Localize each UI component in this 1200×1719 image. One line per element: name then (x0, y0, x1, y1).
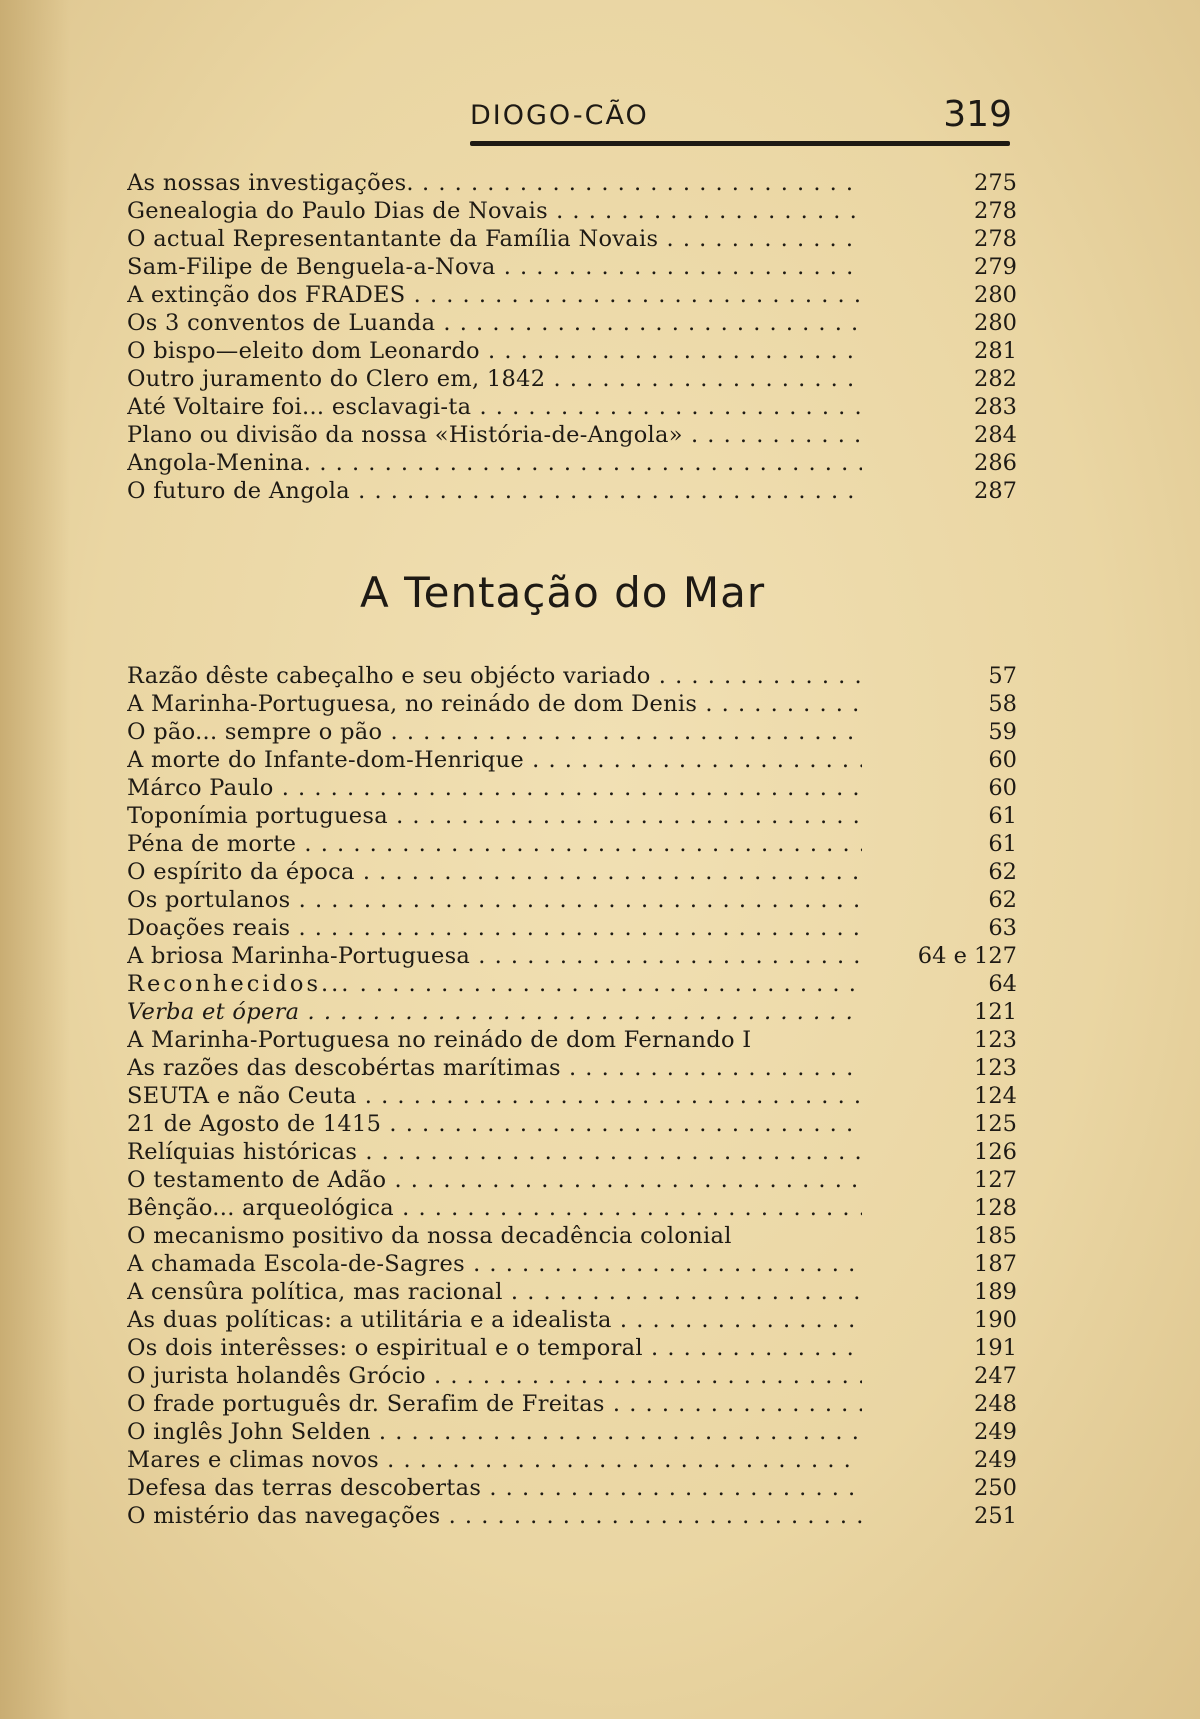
toc-entry-title: Genealogia do Paulo Dias de Novais . . (127, 197, 862, 225)
toc-entry-title: Os 3 conventos de Luanda . . (127, 309, 862, 337)
toc-entry (127, 1418, 1017, 1446)
toc-entry (127, 1222, 1017, 1250)
toc-entry (127, 1502, 1017, 1530)
toc-entry (127, 197, 1017, 225)
toc-entry-title: 21 de Agosto de 1415 . . (127, 1110, 862, 1138)
toc-entry-page: 185 (974, 1223, 1017, 1249)
toc-entry (127, 1362, 1017, 1390)
toc-entry (127, 421, 1017, 449)
toc-entry-title: Doações reais . . (127, 914, 862, 942)
toc-entry-page: 275 (974, 170, 1017, 196)
toc-entry-title: Outro juramento do Clero em, 1842 . . (127, 365, 862, 393)
toc-entry-title: O inglês John Selden . . (127, 1418, 862, 1446)
toc-entry-page: 280 (974, 310, 1017, 336)
toc-entry-page: 60 (988, 747, 1017, 773)
toc-entry-title: O mecanismo positivo da nossa decadência colonial (127, 1223, 732, 1249)
toc-entry-title: O testamento de Adão . . (127, 1166, 862, 1194)
toc-entry-title: O pão... sempre o pão . . (127, 718, 862, 746)
toc-entry (127, 1194, 1017, 1222)
toc-entry-page: 281 (974, 338, 1017, 364)
toc-entry-title: O frade português dr. Serafim de Freitas . . (127, 1390, 862, 1418)
toc-entry-title: Reconhecidos... . . (127, 970, 862, 998)
toc-entry-page: 60 (988, 775, 1017, 801)
toc-entry-page: 250 (974, 1475, 1017, 1501)
toc-entry-page: 123 (974, 1027, 1017, 1053)
toc-entry-page: 284 (974, 422, 1017, 448)
toc-entry-page: 59 (988, 719, 1017, 745)
toc-entry-title: SEUTA e não Ceuta . . (127, 1082, 862, 1110)
toc-entry-page: 64 e 127 (917, 943, 1017, 969)
toc-entry (127, 1054, 1017, 1082)
toc-entry (127, 830, 1017, 858)
toc-entry-title: Péna de morte . . (127, 830, 862, 858)
toc-entry-page: 249 (974, 1419, 1017, 1445)
toc-entry-title: O actual Representantante da Família Novais . . (127, 225, 862, 253)
toc-entry (127, 1026, 1017, 1054)
toc-section-1 (127, 169, 1017, 505)
toc-entry-title: O mistério das navegações . . (127, 1502, 862, 1530)
toc-entry-page: 189 (974, 1279, 1017, 1305)
toc-entry (127, 718, 1017, 746)
toc-entry-title: Verba et ópera . . (127, 998, 862, 1026)
toc-entry (127, 802, 1017, 830)
toc-entry-title: As razões das descobértas marítimas . . (127, 1054, 862, 1082)
toc-entry (127, 1138, 1017, 1166)
toc-entry-title: A Marinha-Portuguesa, no reinádo de dom Denis . . (127, 690, 862, 718)
toc-entry-page: 279 (974, 254, 1017, 280)
toc-section-2 (127, 662, 1017, 1530)
toc-entry-page: 62 (988, 859, 1017, 885)
toc-entry (127, 662, 1017, 690)
toc-entry-page: 248 (974, 1391, 1017, 1417)
toc-entry (127, 253, 1017, 281)
page-number: 319 (943, 94, 1012, 135)
toc-entry-page: 61 (988, 831, 1017, 857)
toc-entry (127, 393, 1017, 421)
toc-entry-page: 124 (974, 1083, 1017, 1109)
toc-entry-page: 57 (988, 663, 1017, 689)
toc-entry (127, 858, 1017, 886)
toc-entry-title: A extinção dos FRADES . . (127, 281, 862, 309)
toc-entry (127, 746, 1017, 774)
toc-entry-title: Márco Paulo . . (127, 774, 862, 802)
toc-entry (127, 1278, 1017, 1306)
toc-entry (127, 1334, 1017, 1362)
toc-entry (127, 1082, 1017, 1110)
header-rule (470, 141, 1010, 146)
toc-entry-title: As nossas investigações. . . (127, 169, 862, 197)
toc-entry (127, 774, 1017, 802)
toc-entry (127, 477, 1017, 505)
toc-entry-page: 191 (974, 1335, 1017, 1361)
toc-entry-title: A briosa Marinha-Portuguesa . . (127, 942, 862, 970)
toc-entry-page: 64 (988, 971, 1017, 997)
toc-entry (127, 942, 1017, 970)
toc-entry-title: Mares e climas novos . . (127, 1446, 862, 1474)
toc-entry-title: Os dois interêsses: o espiritual e o temporal . . (127, 1334, 862, 1362)
toc-entry (127, 225, 1017, 253)
toc-entry (127, 449, 1017, 477)
toc-entry (127, 1474, 1017, 1502)
toc-entry (127, 169, 1017, 197)
running-head: DIOGO-CÃO (470, 100, 649, 131)
toc-entry-page: 278 (974, 226, 1017, 252)
toc-entry-page: 247 (974, 1363, 1017, 1389)
toc-entry-title: Bênção... arqueológica . . (127, 1194, 862, 1222)
toc-entry (127, 914, 1017, 942)
toc-entry (127, 1166, 1017, 1194)
toc-entry-title: O futuro de Angola . . (127, 477, 862, 505)
toc-entry-page: 58 (988, 691, 1017, 717)
toc-entry-page: 123 (974, 1055, 1017, 1081)
toc-entry-title: Relíquias históricas . . (127, 1138, 862, 1166)
toc-entry-title: A Marinha-Portuguesa no reinádo de dom Fernando I (127, 1027, 752, 1053)
toc-entry-page: 287 (974, 478, 1017, 504)
toc-entry (127, 309, 1017, 337)
toc-entry-title: O espírito da época . . (127, 858, 862, 886)
toc-entry (127, 1306, 1017, 1334)
page-header (470, 96, 1012, 146)
toc-entry-page: 128 (974, 1195, 1017, 1221)
toc-entry (127, 886, 1017, 914)
toc-entry-title: A censûra política, mas racional . . (127, 1278, 862, 1306)
toc-entry (127, 365, 1017, 393)
toc-entry (127, 998, 1017, 1026)
toc-entry-page: 282 (974, 366, 1017, 392)
toc-entry-page: 126 (974, 1139, 1017, 1165)
toc-entry (127, 1446, 1017, 1474)
toc-entry-title: Plano ou divisão da nossa «História-de-Angola» . . (127, 421, 862, 449)
toc-entry-title: A chamada Escola-de-Sagres . . (127, 1250, 862, 1278)
toc-entry-page: 125 (974, 1111, 1017, 1137)
toc-entry-page: 187 (974, 1251, 1017, 1277)
toc-entry-title: Os portulanos . . (127, 886, 862, 914)
toc-entry-title: A morte do Infante-dom-Henrique . . (127, 746, 862, 774)
toc-entry-title: O bispo—eleito dom Leonardo . . (127, 337, 862, 365)
toc-entry (127, 690, 1017, 718)
toc-entry-title: As duas políticas: a utilitária e a idealista . . (127, 1306, 862, 1334)
toc-entry (127, 970, 1017, 998)
toc-entry-page: 251 (974, 1503, 1017, 1529)
toc-entry-title: Sam-Filipe de Benguela-a-Nova . . (127, 253, 862, 281)
toc-entry-page: 121 (974, 999, 1017, 1025)
toc-entry-page: 249 (974, 1447, 1017, 1473)
toc-entry-title: O jurista holandês Grócio . . (127, 1362, 862, 1390)
toc-entry-page: 283 (974, 394, 1017, 420)
toc-entry (127, 1390, 1017, 1418)
toc-entry (127, 337, 1017, 365)
toc-entry-title: Defesa das terras descobertas . . (127, 1474, 862, 1502)
toc-entry-title: Angola-Menina. . . (127, 449, 862, 477)
toc-entry-page: 286 (974, 450, 1017, 476)
toc-entry-page: 61 (988, 803, 1017, 829)
toc-entry-page: 278 (974, 198, 1017, 224)
toc-entry-page: 63 (988, 915, 1017, 941)
toc-entry (127, 281, 1017, 309)
toc-entry-title: Razão dêste cabeçalho e seu objécto variado . . (127, 662, 862, 690)
toc-entry-page: 190 (974, 1307, 1017, 1333)
toc-entry (127, 1250, 1017, 1278)
toc-entry (127, 1110, 1017, 1138)
toc-entry-title: Até Voltaire foi... esclavagi-ta . . (127, 393, 862, 421)
toc-entry-page: 127 (974, 1167, 1017, 1193)
toc-entry-page: 62 (988, 887, 1017, 913)
toc-entry-title: Toponímia portuguesa . . (127, 802, 862, 830)
section-title: A Tentação do Mar (360, 568, 766, 617)
toc-entry-page: 280 (974, 282, 1017, 308)
